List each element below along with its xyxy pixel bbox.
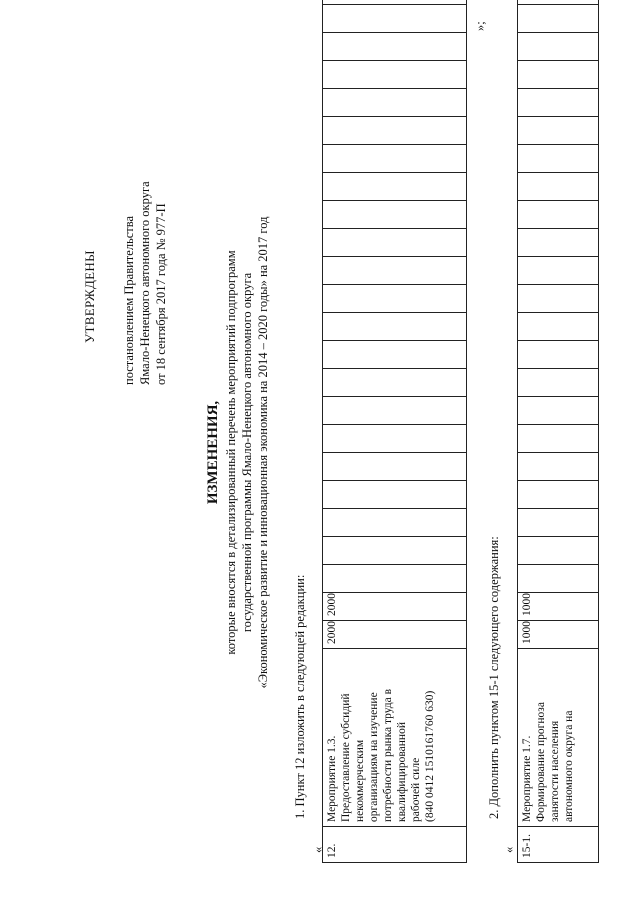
item1-text: 1. Пункт 12 изложить в следующей редакции: — [293, 574, 307, 819]
table-row — [518, 0, 599, 863]
desc-line: квалифицированной — [396, 722, 408, 822]
item1-open-quote: « — [311, 846, 325, 853]
value-cell: 2000 — [323, 621, 467, 649]
item1-close-quote: »; — [473, 21, 487, 31]
value-cell: 2000 — [323, 593, 467, 621]
approval-line-3: от 18 сентября 2017 года № 977-П — [154, 203, 168, 385]
desc-line: некоммерческим — [354, 739, 366, 822]
item2-table — [517, 0, 599, 863]
table-row — [323, 0, 467, 863]
desc-line: Предоставление субсидий — [340, 693, 352, 822]
desc-line: Формирование прогноза — [535, 702, 547, 822]
desc-line: Мероприятие 1.3. — [326, 735, 338, 822]
subtitle-line-1: которые вносятся в детализированный перечень мероприятий подпрограмм — [224, 250, 238, 655]
approval-line-1: постановлением Правительства — [122, 215, 136, 385]
item2-open-quote: « — [502, 846, 516, 853]
row-description — [323, 649, 467, 827]
row-number: 15-1. — [518, 827, 599, 863]
subtitle-line-3: «Экономическое развитие и инновационная экономика на 2014 – 2020 годы» на 2017 год — [256, 216, 270, 689]
subtitle-line-2: государственной программы Ямало-Ненецкого автономного округа — [240, 272, 254, 633]
desc-line: Мероприятие 1.7. — [521, 735, 533, 822]
desc-line: организациям на изучение — [368, 692, 380, 822]
approval-line-2: Ямало-Ненецкого автономного округа — [138, 181, 152, 385]
item1-table — [322, 0, 467, 863]
desc-line: (840 0412 1510161760 630) — [424, 690, 436, 822]
value-cell: 1000 — [518, 621, 599, 649]
document-title: ИЗМЕНЕНИЯ, — [205, 400, 221, 505]
item2-text: 2. Дополнить пунктом 15-1 следующего содержания: — [487, 536, 501, 819]
value-cell: 1000 — [518, 593, 599, 621]
approval-heading: УТВЕРЖДЕНЫ — [82, 250, 97, 343]
desc-line: автономного округа на — [563, 710, 575, 822]
row-number: 12. — [323, 827, 467, 863]
row-description — [518, 649, 599, 827]
desc-line: потребности рынка труда в — [382, 688, 394, 822]
desc-line: рабочей силе — [410, 757, 422, 822]
desc-line: занятости населения — [549, 720, 561, 822]
